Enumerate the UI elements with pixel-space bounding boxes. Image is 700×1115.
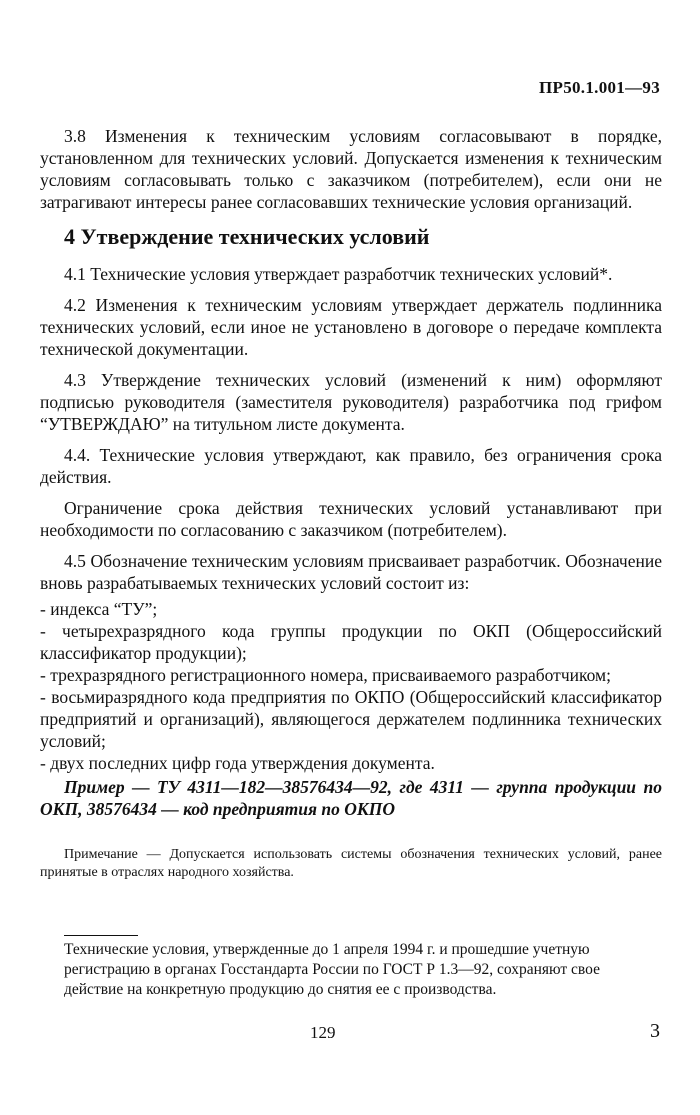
note-text: Примечание — Допускается использовать системы обозначения технических условий, ранее принятые в отраслях народного хозяйства. (40, 847, 662, 880)
paragraph-4-4: 4.4. Технические условия утверждают, как правило, без ограничения срока действия. (40, 445, 662, 487)
paragraph-4-4b: Ограничение срока действия технических условий устанавливают при необходимости по согласованию с заказчиком (потребителем). (40, 498, 662, 540)
paragraph-4-5: 4.5 Обозначение техническим условиям присваивает разработчик. Обозначение вновь разрабатываемых технических условий состоит из: (40, 551, 662, 593)
footnote-text: Технические условия, утвержденные до 1 апреля 1994 г. и прошедшие учетную регистрацию в органах Госстандарта России по ГОСТ Р 1.3—92, сохраняют свое действие на конкретную продукцию до снятия ее с производства. (64, 941, 600, 998)
paragraph-4-1: 4.1 Технические условия утверждает разработчик технических условий*. (64, 264, 613, 284)
list-item: - восьмиразрядного кода предприятия по ОКПО (Общероссийский классификатор предприятий и организаций), являющегося держателем подлинника технических условий; (40, 687, 662, 751)
list-item: - трехразрядного регистрационного номера, присваиваемого разработчиком; (40, 665, 611, 685)
section-4-heading: 4 Утверждение технических условий (64, 224, 430, 249)
example-text: Пример — ТУ 4311—182—38576434—92, где 4311 — группа продукции по ОКП, 38576434 — код предприятия по ОКПО (40, 777, 662, 819)
list-item: - двух последних цифр года утверждения документа. (40, 753, 435, 773)
footnote-divider (64, 935, 138, 936)
paragraph-4-3: 4.3 Утверждение технических условий (изменений к ним) оформляют подписью руководителя (заместителя руководителя) разработчика под грифом “УТВЕРЖДАЮ” на титульном листе документа. (40, 370, 662, 434)
page-number: 129 (310, 1023, 336, 1042)
main-content (40, 125, 662, 882)
doc-code-header: ПР50.1.001—93 (538, 78, 660, 97)
paragraph-3-8: 3.8 Изменения к техническим условиям согласовывают в порядке, установленном для технических условий. Допускается изменения к техническим условиям согласовывать только с заказчиком (потребителем), если они не затрагивают интересы ранее согласовавших технические условия организаций. (40, 126, 662, 212)
sheet-number: 3 (650, 1020, 660, 1042)
paragraph-4-2: 4.2 Изменения к техническим условиям утверждает держатель подлинника технических условий, если иное не установлено в договоре о передаче комплекта технической документации. (40, 295, 662, 359)
list-item: - четырехразрядного кода группы продукции по ОКП (Общероссийский классификатор продукции); (40, 621, 662, 663)
list-item: - индекса “ТУ”; (40, 599, 158, 619)
